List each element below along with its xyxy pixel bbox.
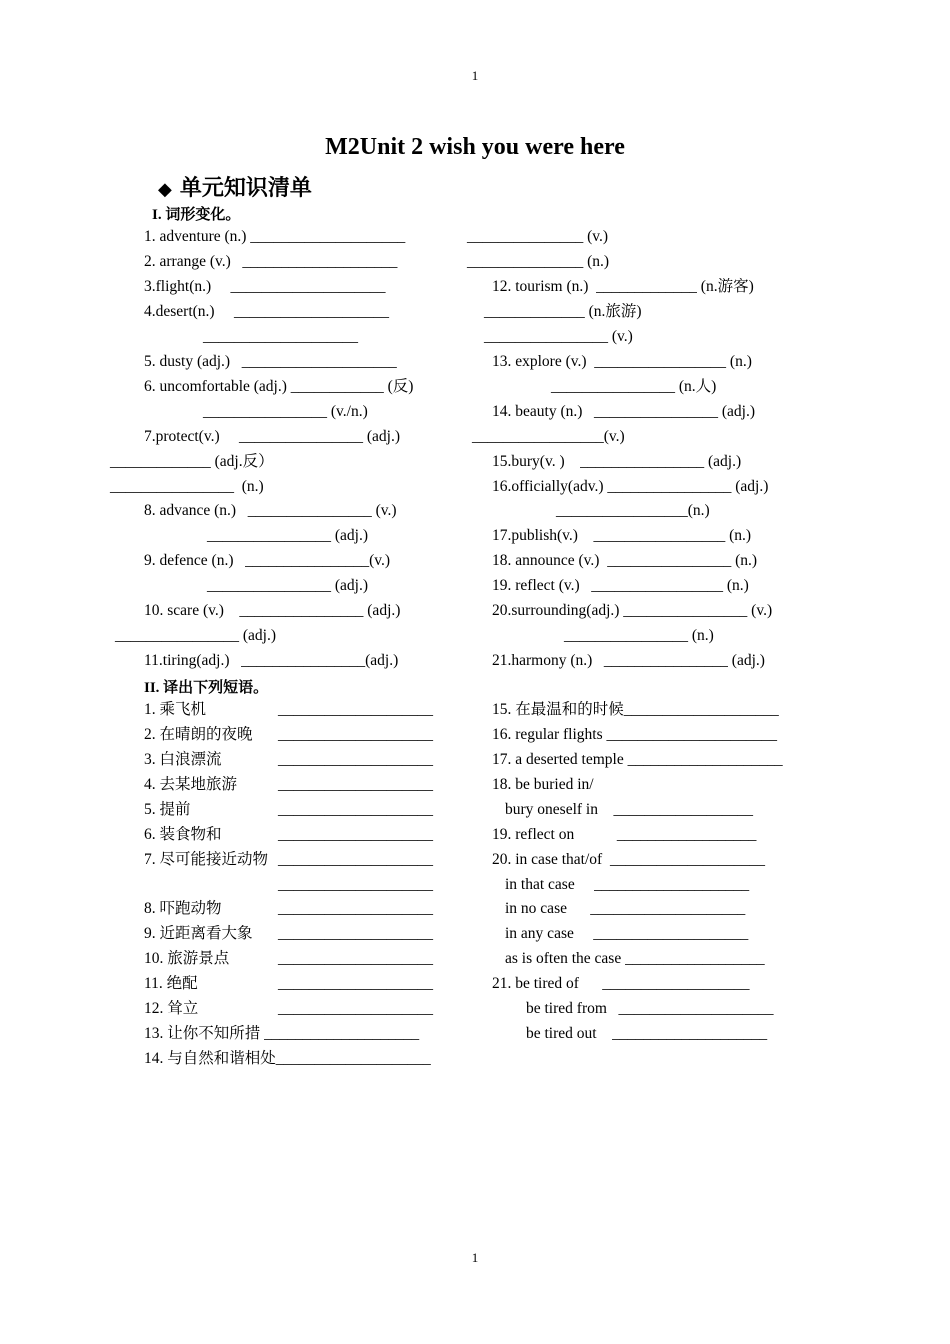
word-form-item: 4.desert(n.) ____________________ [144,303,389,320]
phrase-item: 21. be tired of ___________________ [492,975,750,992]
word-form-item: 8. advance (n.) ________________ (v.) [144,502,397,519]
phrase-item: 2. 在晴朗的夜晚 [144,726,253,743]
word-form-item: 14. beauty (n.) ________________ (adj.) [492,403,756,420]
answer-blank: ____________________ [278,776,433,793]
word-form-item: _____________ (adj.反） [110,453,274,470]
phrase-item: as is often the case __________________ [505,950,765,967]
answer-blank: ____________________ [278,900,433,917]
word-form-item: _____________ (n.旅游) [484,303,642,320]
phrase-item: 16. regular flights ______________________ [492,726,778,743]
answer-blank: ____________________ [278,726,433,743]
word-form-item: 17.publish(v.) _________________ (n.) [492,527,752,544]
phrase-item: bury oneself in __________________ [505,801,753,818]
phrase-item: 14. 与自然和谐相处____________________ [144,1050,431,1067]
word-form-item: ____________________ [203,328,358,345]
phrase-item: 20. in case that/of ____________________ [492,851,765,868]
word-form-item: 13. explore (v.) _________________ (n.) [492,353,752,370]
phrase-item: 12. 耸立 [144,1000,199,1017]
document-title: M2Unit 2 wish you were here [325,134,625,160]
section-1-title: I. 词形变化。 [152,207,241,223]
phrase-item: 4. 去某地旅游 [144,776,238,793]
answer-blank: ____________________ [278,701,433,718]
phrase-item: 6. 装食物和 [144,826,222,843]
phrase-item: 3. 白浪漂流 [144,751,222,768]
answer-blank: ____________________ [278,751,433,768]
word-form-item: ________________ (v.) [484,328,633,345]
word-form-item: 1. adventure (n.) ____________________ [144,228,406,245]
word-form-item: ________________ (n.人) [551,378,717,395]
page-number-bottom: 1 [471,1250,479,1265]
page-number-top: 1 [471,68,479,83]
phrase-item: in no case ____________________ [505,900,746,917]
word-form-item: 15.bury(v. ) ________________ (adj.) [492,453,742,470]
word-form-item: 19. reflect (v.) _________________ (n.) [492,577,749,594]
word-form-item: _______________ (v.) [467,228,609,245]
word-form-item: ________________ (adj.) [207,577,369,594]
answer-blank: ____________________ [278,801,433,818]
phrase-item: 11. 绝配 [144,975,198,992]
answer-blank: ____________________ [278,975,433,992]
word-form-item: _______________ (n.) [467,253,610,270]
word-form-item: 2. arrange (v.) ____________________ [144,253,398,270]
phrase-item: 17. a deserted temple ____________________ [492,751,783,768]
word-form-item: 12. tourism (n.) _____________ (n.游客) [492,278,754,295]
answer-blank: ____________________ [278,876,433,893]
phrase-item: in any case ____________________ [505,925,749,942]
answer-blank: ____________________ [278,950,433,967]
phrase-item: 5. 提前 [144,801,191,818]
word-form-item: _________________(v.) [472,428,625,445]
word-form-item: ________________ (adj.) [207,527,369,544]
answer-blank: ____________________ [278,826,433,843]
heading-text: 单元知识清单 [179,175,312,200]
word-form-item: ________________ (n.) [110,478,264,495]
phrase-item: 7. 尽可能接近动物 [144,851,269,868]
word-form-item: ________________ (n.) [564,627,714,644]
word-form-item: 6. uncomfortable (adj.) ____________ (反) [144,378,414,395]
diamond-bullet-icon: ◆ [158,179,172,199]
phrase-item: 18. be buried in/ [492,776,594,793]
phrase-item: 13. 让你不知所措 ____________________ [144,1025,420,1042]
word-form-item: _________________(n.) [556,502,710,519]
word-form-item: 10. scare (v.) ________________ (adj.) [144,602,401,619]
word-form-item: 21.harmony (n.) ________________ (adj.) [492,652,765,669]
phrase-item: 8. 吓跑动物 [144,900,222,917]
word-form-item: 7.protect(v.) ________________ (adj.) [144,428,400,445]
word-form-item: 3.flight(n.) ____________________ [144,278,386,295]
phrase-item: 10. 旅游景点 [144,950,230,967]
phrase-item: 19. reflect on __________________ [492,826,757,843]
word-form-item: 5. dusty (adj.) ____________________ [144,353,397,370]
phrase-item: 9. 近距离看大象 [144,925,253,942]
word-form-item: 16.officially(adv.) ________________ (adj.) [492,478,769,495]
section-2-title: II. 译出下列短语。 [144,680,269,696]
phrase-item: 1. 乘飞机 [144,701,207,718]
word-form-item: 20.surrounding(adj.) ________________ (v.) [492,602,773,619]
word-form-item: 18. announce (v.) ________________ (n.) [492,552,758,569]
answer-blank: ____________________ [278,1000,433,1017]
word-form-item: ________________ (v./n.) [203,403,368,420]
phrase-item: be tired from ____________________ [526,1000,774,1017]
phrase-item: 15. 在最温和的时候____________________ [492,701,779,718]
section-heading [158,171,312,202]
word-form-item: 11.tiring(adj.) ________________(adj.) [144,652,399,669]
phrase-item: be tired out ____________________ [526,1025,768,1042]
answer-blank: ____________________ [278,851,433,868]
answer-blank: ____________________ [278,925,433,942]
phrase-item: in that case ____________________ [505,876,750,893]
word-form-item: 9. defence (n.) ________________(v.) [144,552,391,569]
word-form-item: ________________ (adj.) [115,627,277,644]
